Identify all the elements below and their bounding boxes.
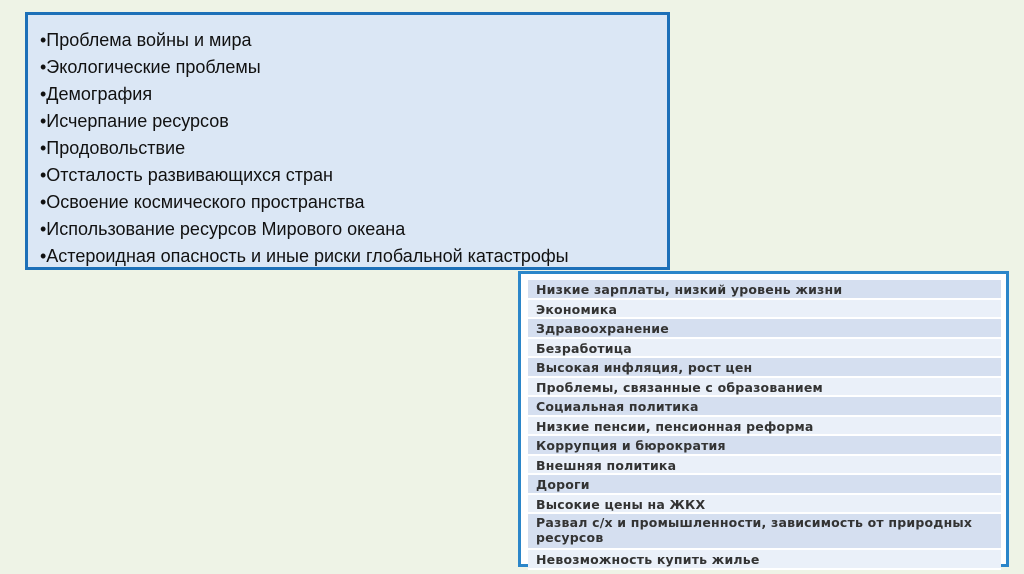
list-item: •Демография — [40, 84, 153, 104]
table-row: Развал с/х и промышленности, зависимость от природных ресурсов — [528, 514, 1001, 550]
table-row: Низкие пенсии, пенсионная реформа — [528, 417, 1001, 437]
local-problems-table — [518, 271, 1009, 567]
table-row: Безработица — [528, 339, 1001, 359]
table-row: Невозможность купить жилье — [528, 550, 1001, 570]
list-item: •Астероидная опасность и иные риски глобальной катастрофы — [40, 246, 569, 266]
list-item: •Использование ресурсов Мирового океана — [40, 219, 406, 239]
list-item: •Отсталость развивающихся стран — [40, 165, 333, 185]
table-row: Проблемы, связанные с образованием — [528, 378, 1001, 398]
table-row: Внешняя политика — [528, 456, 1001, 476]
table-row: Социальная политика — [528, 397, 1001, 417]
global-problems-box — [25, 12, 670, 270]
list-item: •Экологические проблемы — [40, 57, 261, 77]
table-row: Коррупция и бюрократия — [528, 436, 1001, 456]
list-item: •Исчерпание ресурсов — [40, 111, 229, 131]
list-item: •Проблема войны и мира — [40, 30, 252, 50]
table-row: Высокие цены на ЖКХ — [528, 495, 1001, 515]
list-item: •Освоение космического пространства — [40, 192, 365, 212]
table-row: Здравоохранение — [528, 319, 1001, 339]
table-row: Высокая инфляция, рост цен — [528, 358, 1001, 378]
table-row: Дороги — [528, 475, 1001, 495]
table-row: Экономика — [528, 300, 1001, 320]
table-row: Низкие зарплаты, низкий уровень жизни — [528, 280, 1001, 300]
list-item: •Продовольствие — [40, 138, 186, 158]
